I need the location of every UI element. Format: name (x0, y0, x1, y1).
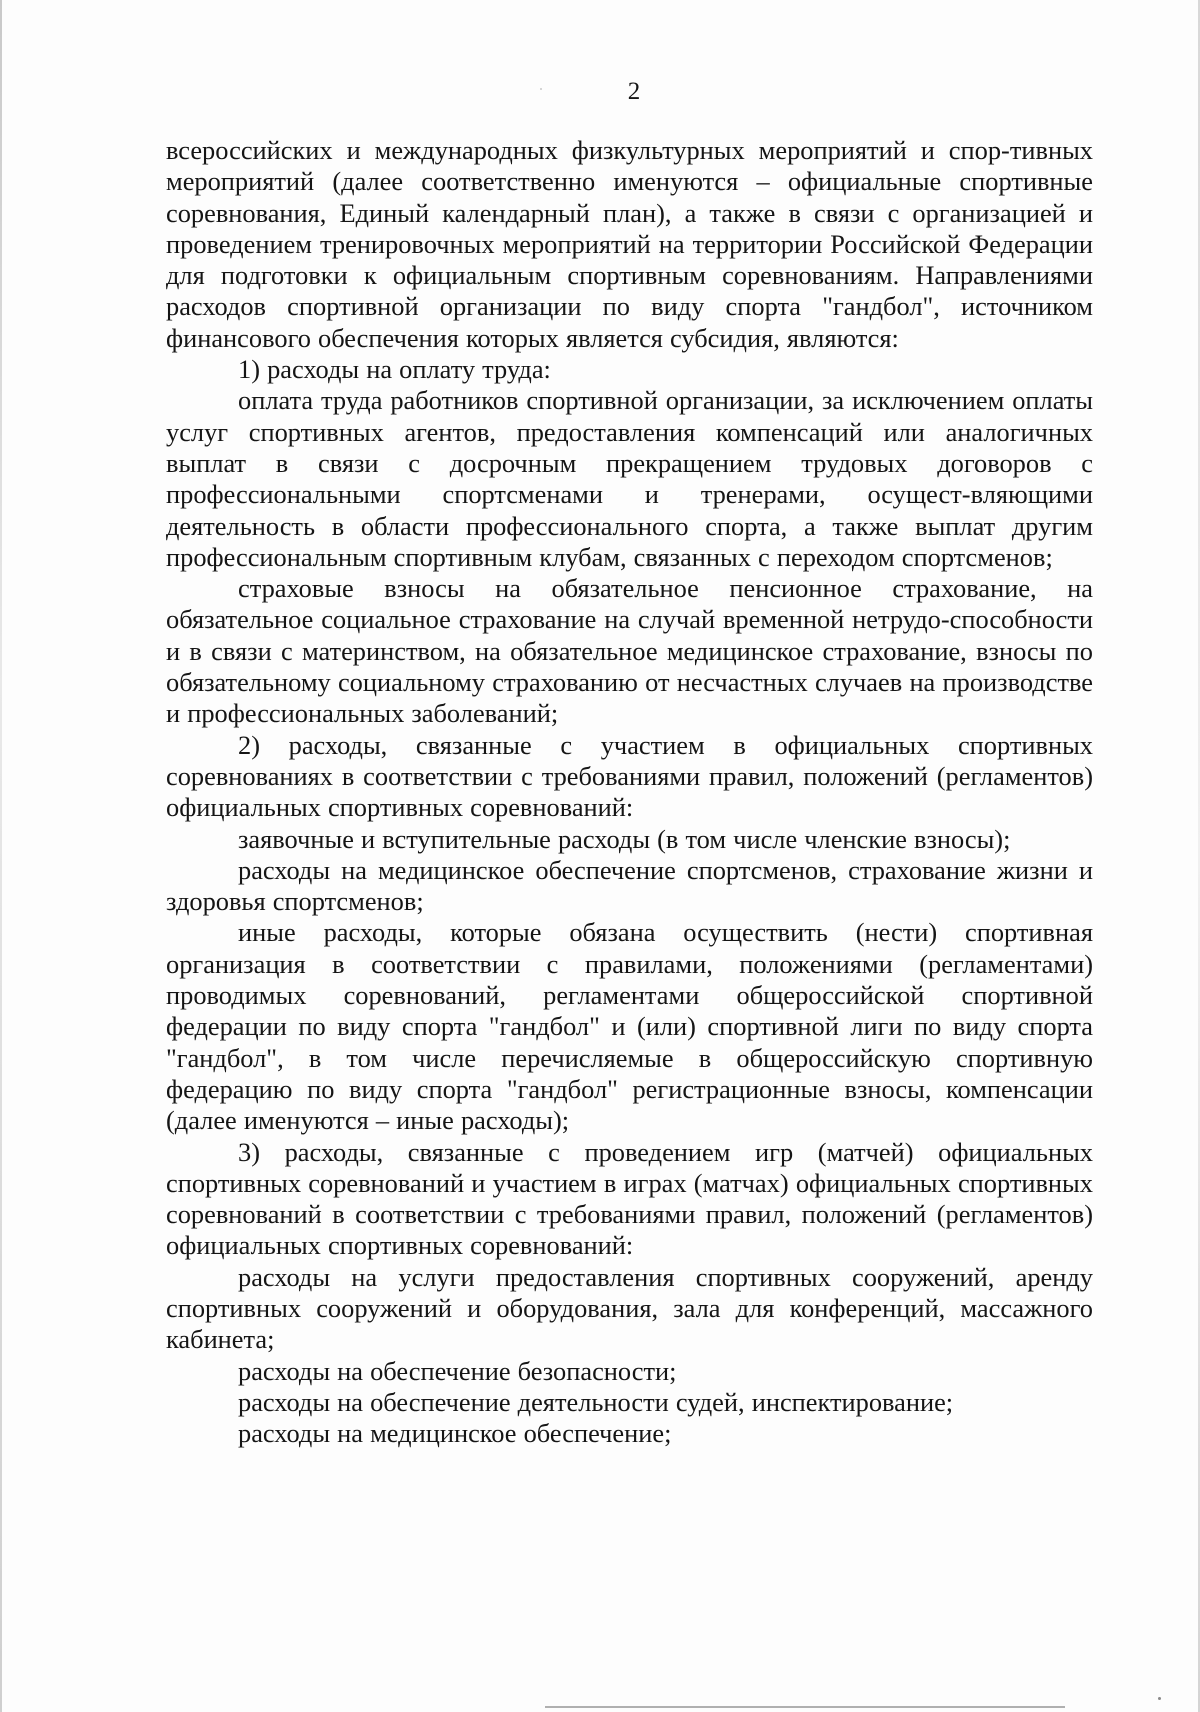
paragraph-continuation: всероссийских и международных физкультурных мероприятий и спор-тивных мероприятий (далее соответственно именуются – официальные спортивные соревнования, Единый календарный план), а также в связи с организацией и проведением тренировочных мероприятий на территории Российской Федерации для подготовки к официальным спортивным соревнованиям. Направлениями расходов спортивной организации по виду спорта "гандбол", источником финансового обеспечения которых является субсидия, являются: (166, 135, 1093, 353)
paragraph-medical-insurance: расходы на медицинское обеспечение спортсменов, страхование жизни и здоровья спортсменов; (166, 854, 1093, 917)
document-body (166, 135, 1093, 1449)
paragraph-insurance-contributions: страховые взносы на обязательное пенсионное страхование, на обязательное социальное страхование на случай временной нетрудо-способности и в связи с материнством, на обязательное медицинское страхование, взносы по обязательному социальному страхованию от несчастных случаев на производстве и профессиональных заболеваний; (166, 573, 1093, 729)
paragraph-entry-fees: заявочные и вступительные расходы (в том числе членские взносы); (238, 823, 1011, 854)
paragraph-item-1-heading: 1) расходы на оплату труда: (238, 354, 551, 385)
scan-speck (540, 88, 542, 90)
scan-bottom-line (545, 1706, 1065, 1708)
paragraph-referees: расходы на обеспечение деятельности судей, инспектирование; (238, 1386, 954, 1417)
scan-left-edge (0, 0, 2, 1712)
paragraph-item-2-heading: 2) расходы, связанные с участием в официальных спортивных соревнованиях в соответствии с требованиями правил, положений (регламентов) официальных спортивных соревнований: (166, 729, 1093, 823)
scan-speck (1158, 1697, 1161, 1700)
paragraph-item-3-heading: 3) расходы, связанные с проведением игр (матчей) официальных спортивных соревнований и участием в играх (матчах) официальных спортивных соревнований в соответствии с требованиями правил, положений (регламентов) официальных спортивных соревнований: (166, 1136, 1093, 1261)
paragraph-facility-rental: расходы на услуги предоставления спортивных сооружений, аренду спортивных сооружений и оборудования, зала для конференций, массажного кабинета; (166, 1261, 1093, 1355)
paragraph-security: расходы на обеспечение безопасности; (238, 1355, 677, 1386)
paragraph-other-expenses: иные расходы, которые обязана осуществить (нести) спортивная организация в соответствии с правилами, положениями (регламентами) проводимых соревнований, регламентами общероссийской спортивной федерации по виду спорта "гандбол" и (или) спортивной лиги по виду спорта "гандбол", в том числе перечисляемые в общероссийскую спортивную федерацию по виду спорта "гандбол" регистрационные взносы, компенсации (далее именуются – иные расходы); (166, 917, 1093, 1136)
page-number: 2 (627, 78, 641, 105)
paragraph-labor-payment: оплата труда работников спортивной организации, за исключением оплаты услуг спортивных агентов, предоставления компенсаций или аналогичных выплат в связи с досрочным прекращением трудовых договоров с профессиональными спортсменами и тренерами, осущест-вляющими деятельность в области профессионального спорта, а также выплат другим профессиональным спортивным клубам, связанных с переходом спортсменов; (166, 385, 1093, 572)
paragraph-medical-support: расходы на медицинское обеспечение; (238, 1418, 672, 1449)
